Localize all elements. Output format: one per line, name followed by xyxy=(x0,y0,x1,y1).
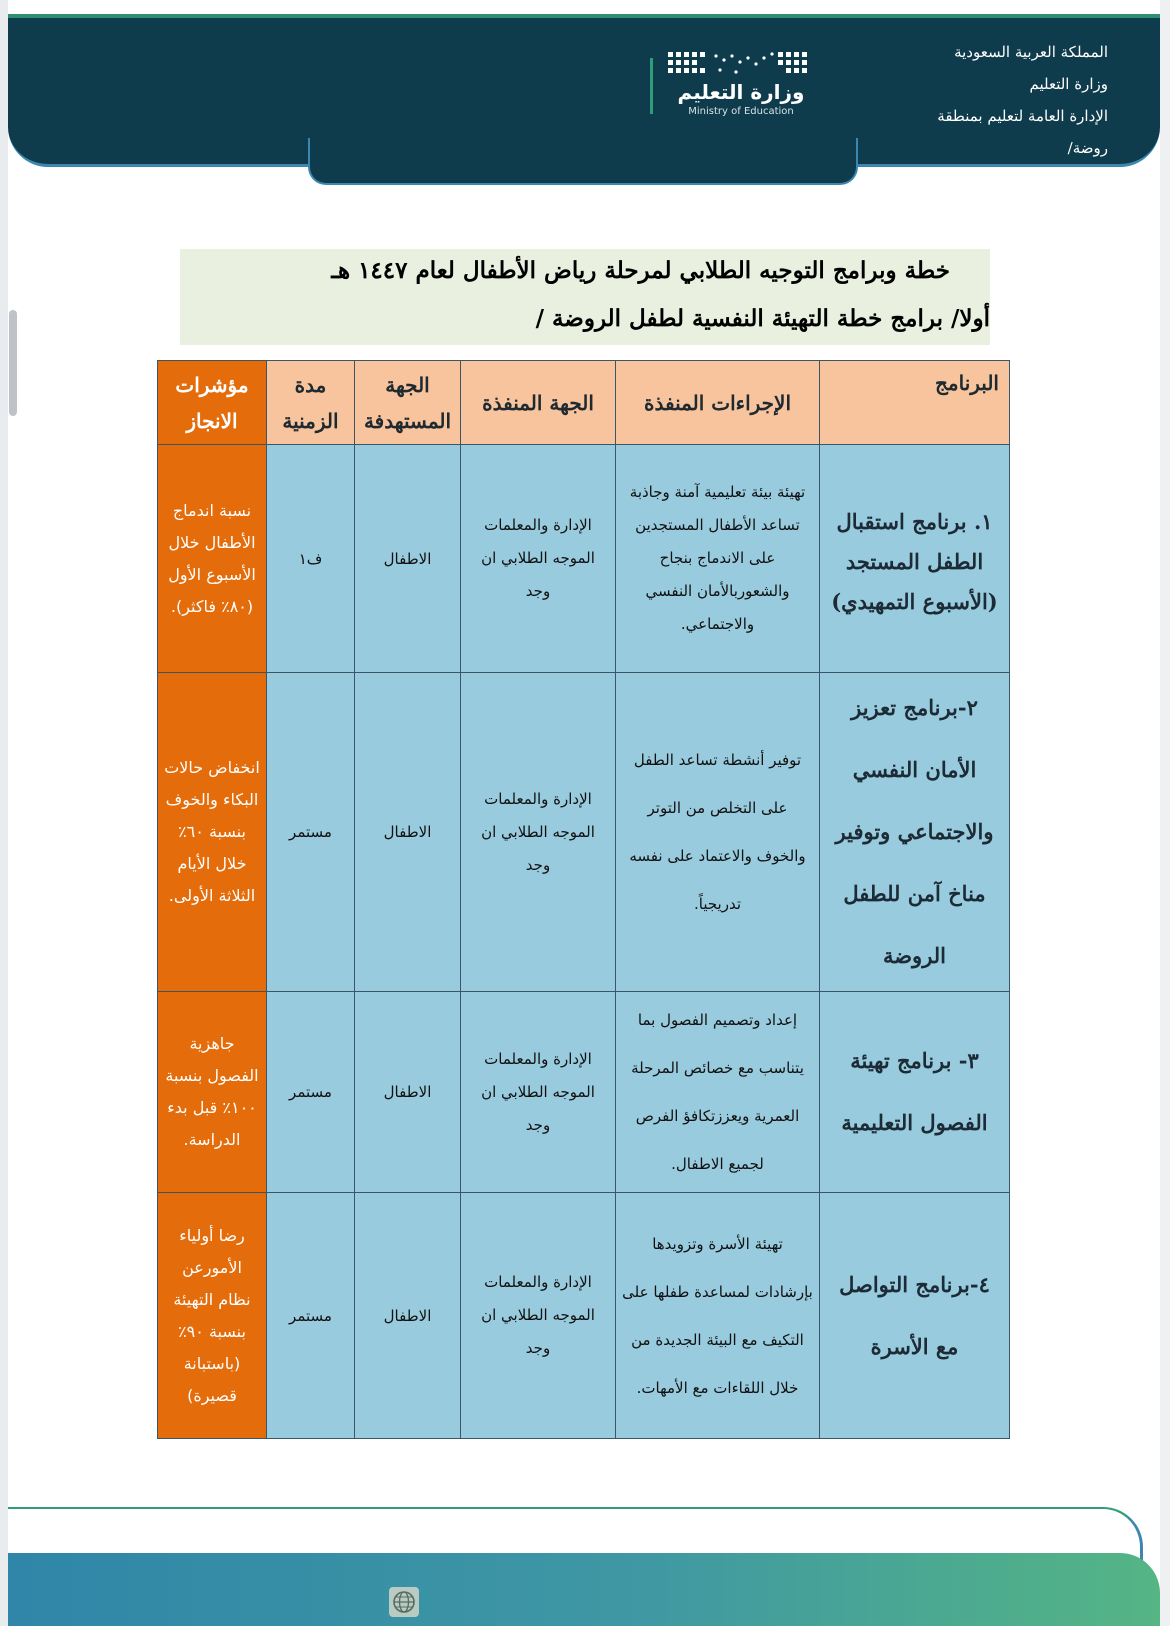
program-cell: ٣- برنامج تهيئة الفصول التعليمية xyxy=(820,992,1010,1193)
title-box xyxy=(180,249,990,345)
table-row xyxy=(158,673,1010,992)
indicators-cell: نسبة اندماج الأطفال خلال الأسبوع الأول (٨٠٪ فاكثر). xyxy=(158,445,267,673)
table-header-row xyxy=(158,361,1010,445)
executor-cell: الإدارة والمعلمات الموجه الطلابي ان وجد xyxy=(461,673,616,992)
header-program: البرنامج xyxy=(820,361,1010,445)
program-cell: ٤-برنامج التواصل مع الأسرة xyxy=(820,1193,1010,1439)
indicators-cell: رضا أولياء الأمورعن نظام التهيئة بنسبة ٩٠٪ (باستبانة قصيرة) xyxy=(158,1193,267,1439)
target-cell: الاطفال xyxy=(355,1193,461,1439)
header-executor: الجهة المنفذة xyxy=(461,361,616,445)
page-edge-left xyxy=(0,0,8,1626)
procedures-cell: توفير أنشطة تساعد الطفل على التخلص من التوتر والخوف والاعتماد على نفسه تدريجياً. xyxy=(616,673,820,992)
section-title: أولا/ برامج خطة التهيئة النفسية لطفل الروضة / xyxy=(535,305,990,332)
ministry-logo xyxy=(650,46,816,122)
ministry-line: وزارة التعليم xyxy=(1029,75,1108,93)
header-target: الجهة المستهدفة xyxy=(355,361,461,445)
executor-cell: الإدارة والمعلمات الموجه الطلابي ان وجد xyxy=(461,1193,616,1439)
logo-arabic-text: وزارة التعليم xyxy=(677,80,805,104)
procedures-cell: تهيئة الأسرة وتزويدها بإرشادات لمساعدة طفلها على التكيف مع البيئة الجديدة من خلال اللقاءات مع الأمهات. xyxy=(616,1193,820,1439)
duration-cell: ف١ xyxy=(267,445,355,673)
ministry-address-block xyxy=(848,36,1108,164)
letterhead-tab xyxy=(308,138,858,185)
duration-cell: مستمر xyxy=(267,992,355,1193)
program-cell: ٢-برنامج تعزيز الأمان النفسي والاجتماعي وتوفير مناخ آمن للطفل الروضة xyxy=(820,673,1010,992)
logo-english-text: Ministry of Education xyxy=(688,106,794,117)
table-row xyxy=(158,445,1010,673)
duration-cell: مستمر xyxy=(267,1193,355,1439)
document-title: خطة وبرامج التوجيه الطلابي لمرحلة رياض الأطفال لعام ١٤٤٧ هـ xyxy=(331,257,950,284)
scrollbar-thumb[interactable] xyxy=(9,310,17,416)
header-indicators: مؤشرات الانجاز xyxy=(158,361,267,445)
target-cell: الاطفال xyxy=(355,445,461,673)
school-line: روضة/ xyxy=(1067,139,1108,157)
header-procedures: الإجراءات المنفذة xyxy=(616,361,820,445)
logo-dots-icon xyxy=(668,50,814,80)
globe-icon xyxy=(388,1586,420,1618)
table-row xyxy=(158,1193,1010,1439)
indicators-cell: انخفاض حالات البكاء والخوف بنسبة ٦٠٪ خلال الأيام الثلاثة الأولى. xyxy=(158,673,267,992)
plan-table xyxy=(157,360,1010,1439)
page-edge-right xyxy=(1160,0,1170,1626)
procedures-cell: إعداد وتصميم الفصول بما يتناسب مع خصائص المرحلة العمرية ويعززتكافؤ الفرص لجميع الاطفال. xyxy=(616,992,820,1193)
program-cell: ١. برنامج استقبال الطفل المستجد (الأسبوع التمهيدي) xyxy=(820,445,1010,673)
logo-divider xyxy=(650,58,653,114)
executor-cell: الإدارة والمعلمات الموجه الطلابي ان وجد xyxy=(461,445,616,673)
duration-cell: مستمر xyxy=(267,673,355,992)
table-row xyxy=(158,992,1010,1193)
target-cell: الاطفال xyxy=(355,992,461,1193)
directorate-line: الإدارة العامة لتعليم بمنطقة xyxy=(937,107,1108,125)
indicators-cell: جاهزية الفصول بنسبة ١٠٠٪ قبل بدء الدراسة. xyxy=(158,992,267,1193)
country-line: المملكة العربية السعودية xyxy=(954,43,1108,61)
executor-cell: الإدارة والمعلمات الموجه الطلابي ان وجد xyxy=(461,992,616,1193)
letterhead-footer xyxy=(8,1553,1160,1626)
target-cell: الاطفال xyxy=(355,673,461,992)
procedures-cell: تهيئة بيئة تعليمية آمنة وجاذبة تساعد الأطفال المستجدين على الاندماج بنجاح والشعوربالأمان النفسي والاجتماعي. xyxy=(616,445,820,673)
header-duration: مدة الزمنية xyxy=(267,361,355,445)
